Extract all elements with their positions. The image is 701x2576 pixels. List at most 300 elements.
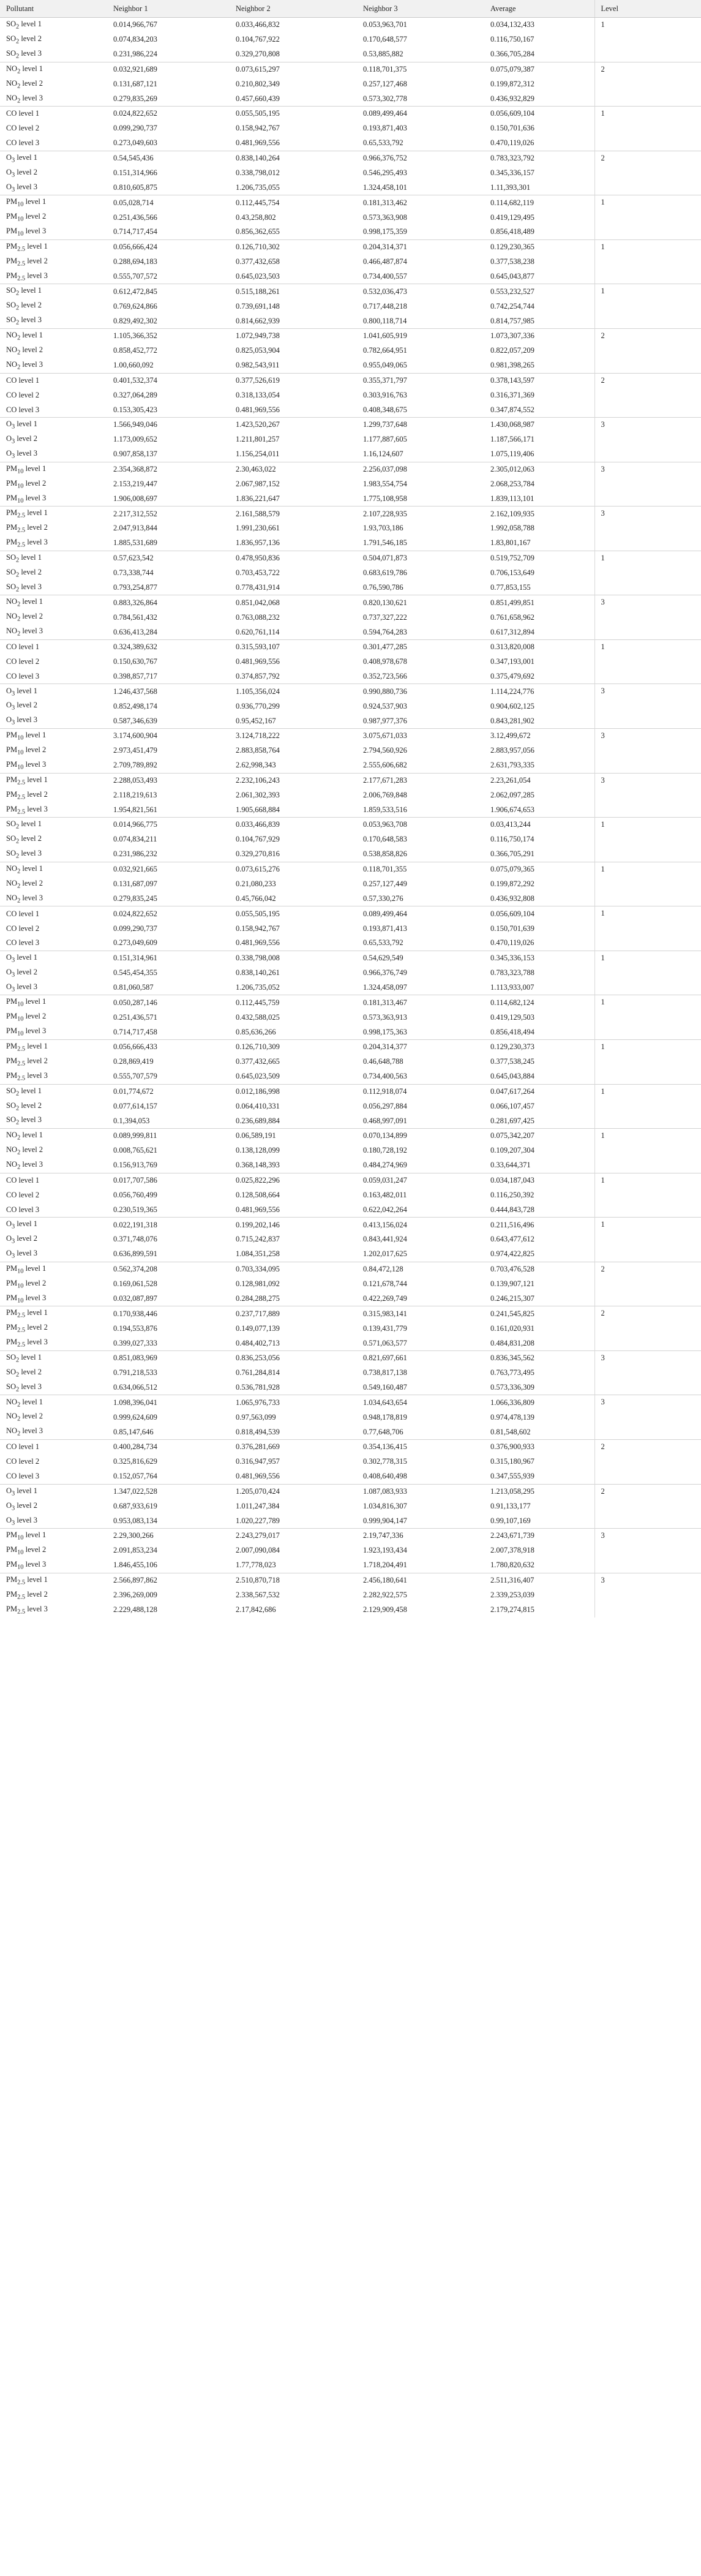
cell-neighbor-1: 0.024,822,652 [107,906,230,921]
pollutant-subscript: 2 [15,1119,20,1126]
pollutant-name: PM [6,1323,18,1332]
cell-average: 0.843,281,902 [490,716,534,725]
pollutant-name: PM [6,1308,18,1317]
pollutant-subscript: 2 [15,1090,20,1098]
pollutant-name: PM [6,1056,18,1065]
pollutant-subscript: 2.5 [17,1075,26,1082]
cell-neighbor-2: 0.481,969,556 [236,405,280,414]
cell-neighbor-3: 0.573,363,913 [363,1012,407,1022]
cell-neighbor-1: 0.999,624,609 [113,1412,157,1422]
cell-average: 0.056,609,104 [484,107,594,121]
cell-neighbor-3: 0.484,274,969 [363,1161,407,1170]
pollutant-name: NO [6,1131,18,1140]
pollutant-name: NO [6,893,18,902]
cell-neighbor-3: 1.087,083,933 [357,1484,484,1499]
cell-neighbor-1: 0.636,413,284 [113,627,157,636]
cell-average: 1.066,336,809 [484,1395,594,1410]
pollutant-subscript: 2 [15,571,20,579]
pollutant-level-suffix: level 1 [19,552,42,562]
cell-pollutant [0,1529,107,1543]
cell-pollutant [0,418,107,432]
pollutant-subscript: 10 [17,1282,24,1290]
cell-average: 2.511,316,407 [484,1573,594,1587]
cell-neighbor-2: 1.991,230,661 [236,524,280,533]
cell-level: 1 [594,639,701,684]
cell-average: 0.617,312,894 [490,627,534,636]
cell-pollutant [0,906,107,921]
cell-pollutant [0,1276,107,1291]
cell-average: 2.631,793,335 [490,761,534,770]
cell-average: 0.315,180,967 [490,1457,534,1466]
cell-neighbor-3: 0.302,778,315 [363,1457,407,1466]
cell-neighbor-3: 0.355,371,797 [357,373,484,388]
pollutant-level-suffix: level 1 [20,597,43,606]
cell-neighbor-1: 0.57,623,542 [107,551,230,565]
cell-neighbor-1: 0.152,057,764 [113,1472,157,1481]
pollutant-name: O [6,701,12,710]
pollutant-level-suffix: level 1 [19,20,42,29]
pollutant-name: PM [6,1012,18,1021]
cell-level: 3 [594,462,701,507]
cell-neighbor-3: 1.16,124,607 [363,450,403,459]
cell-level: 1 [594,1084,701,1129]
cell-average: 0.436,932,808 [490,894,534,903]
cell-average: 1.187,566,171 [490,435,534,444]
cell-pollutant [0,1425,107,1439]
cell-average: 0.366,705,284 [490,50,534,59]
pollutant-name: NO [6,864,18,873]
cell-level: 3 [594,773,701,818]
cell-pollutant [0,1247,107,1262]
pollutant-level-suffix: level 1 [23,464,47,473]
cell-neighbor-3: 0.352,723,566 [363,672,407,681]
cell-neighbor-1: 0.231,986,232 [113,849,157,859]
pollutant-name: SO [6,20,16,29]
cell-neighbor-2: 0.856,362,655 [236,227,280,236]
cell-level: 2 [594,1440,701,1485]
cell-pollutant [0,47,107,62]
cell-pollutant [0,995,107,1010]
cell-average: 0.377,538,245 [490,1057,534,1066]
pollutant-subscript: 2 [15,1357,20,1364]
cell-neighbor-1: 0.851,083,969 [107,1350,230,1365]
cell-average: 0.075,079,387 [484,62,594,77]
cell-pollutant [0,328,107,343]
cell-pollutant [0,1039,107,1054]
cell-neighbor-2: 0.739,691,148 [236,301,280,311]
cell-average: 0.761,658,962 [490,612,534,622]
cell-pollutant [0,1069,107,1084]
cell-average: 0.470,119,026 [490,938,534,947]
cell-neighbor-2: 0.478,950,836 [230,551,357,565]
cell-neighbor-3: 0.53,885,882 [363,50,403,59]
cell-neighbor-1: 0.324,389,632 [107,639,230,654]
cell-average: 0.974,478,139 [490,1412,534,1422]
pollutant-level-suffix: level 3 [20,627,43,636]
cell-average: 0.703,476,528 [484,1262,594,1276]
pollutant-subscript: 2 [17,1149,21,1156]
pollutant-level-suffix: level 1 [20,64,43,73]
pollutant-name: O [6,1249,12,1258]
cell-neighbor-2: 0.457,660,439 [236,94,280,103]
cell-average: 0.470,119,026 [490,138,534,148]
pollutant-subscript: 2 [17,630,21,638]
pollutant-level-suffix: level 1 [20,864,43,873]
cell-neighbor-2: 0.45,766,042 [236,894,276,903]
pollutant-name: NO [6,93,18,102]
cell-neighbor-3: 2.794,560,926 [363,746,407,755]
pollutant-level-suffix: level 3 [15,1515,38,1524]
cell-neighbor-1: 0.251,436,571 [113,1012,157,1022]
cell-neighbor-3: 0.84,472,128 [357,1262,484,1276]
cell-neighbor-3: 0.734,400,563 [363,1072,407,1081]
pollutant-name: CO level 2 [6,657,40,666]
cell-pollutant [0,225,107,239]
cell-neighbor-2: 0.620,761,114 [236,627,280,636]
pollutant-subscript: 2 [17,83,21,90]
cell-neighbor-3: 0.070,134,899 [357,1129,484,1143]
header-neighbor-2: Neighbor 2 [230,0,357,18]
cell-average: 0.066,107,457 [490,1101,534,1110]
cell-average: 0.643,477,612 [490,1235,534,1244]
cell-neighbor-1: 1.105,366,352 [107,328,230,343]
pollutant-level-suffix: level 1 [23,731,47,740]
cell-pollutant [0,210,107,225]
cell-average: 0.345,336,157 [490,168,534,177]
cell-neighbor-2: 0.126,710,309 [230,1039,357,1054]
cell-neighbor-1: 3.174,600,904 [107,729,230,744]
cell-neighbor-1: 0.151,314,966 [113,168,157,177]
cell-neighbor-1: 0.545,454,355 [113,968,157,977]
pollutant-level-suffix: level 2 [19,1367,42,1376]
cell-average: 0.377,538,238 [490,257,534,266]
table-row [0,684,701,699]
pollutant-level-suffix: level 3 [15,182,38,191]
pollutant-name: SO [6,301,16,310]
cell-neighbor-3: 0.204,314,377 [357,1039,484,1054]
pollutant-level-suffix: level 1 [25,508,48,518]
cell-pollutant [0,1129,107,1143]
pollutant-level-suffix: level 1 [19,819,42,829]
pollutant-subscript: 2 [17,1164,21,1171]
pollutant-name: PM [6,1293,18,1302]
cell-neighbor-2: 0.064,410,331 [236,1101,280,1110]
pollutant-level-suffix: level 2 [23,745,47,755]
cell-pollutant [0,165,107,180]
cell-neighbor-3: 0.683,619,786 [363,568,407,578]
cell-pollutant [0,344,107,358]
cell-neighbor-2: 0.315,593,107 [230,639,357,654]
cell-neighbor-3: 0.170,648,583 [363,835,407,844]
cell-average: 0.444,843,728 [490,1205,534,1214]
cell-average: 1.11,393,301 [490,183,531,192]
cell-average: 0.075,342,207 [484,1129,594,1143]
cell-neighbor-3: 0.57,330,276 [363,894,403,903]
pollutant-level-suffix: level 1 [15,153,38,162]
cell-neighbor-3: 0.573,363,908 [363,213,407,222]
cell-neighbor-3: 0.990,880,736 [357,684,484,699]
table-row [0,1039,701,1054]
pollutant-name: CO level 2 [6,124,40,133]
cell-neighbor-2: 1.211,801,257 [236,435,280,444]
table-row [0,107,701,121]
cell-neighbor-2: 0.06,589,191 [230,1129,357,1143]
pollutant-name: CO level 1 [6,642,40,652]
pollutant-level-suffix: level 3 [23,493,47,502]
cell-neighbor-1: 0.371,748,076 [113,1235,157,1244]
cell-neighbor-3: 0.089,499,464 [357,906,484,921]
cell-neighbor-1: 2.047,913,844 [113,524,157,533]
pollutant-level-suffix: level 2 [25,523,48,532]
cell-neighbor-2: 1.156,254,011 [236,450,280,459]
cell-neighbor-2: 0.936,770,299 [236,701,280,710]
cell-neighbor-2: 0.432,588,025 [236,1012,280,1022]
cell-pollutant [0,151,107,165]
cell-neighbor-1: 0.089,999,811 [107,1129,230,1143]
cell-pollutant [0,62,107,77]
cell-pollutant [0,1218,107,1232]
pollutant-level-suffix: level 3 [19,582,42,591]
cell-average: 0.109,207,304 [490,1146,534,1155]
cell-pollutant [0,373,107,388]
cell-neighbor-2: 0.481,969,556 [236,938,280,947]
cell-neighbor-2: 0.033,466,832 [230,18,357,32]
pollutant-subscript: 2.5 [17,1060,26,1068]
cell-neighbor-2: 0.715,242,837 [236,1235,280,1244]
pollutant-name: PM [6,271,18,280]
cell-neighbor-3: 0.301,477,285 [357,639,484,654]
cell-average: 0.114,682,119 [484,195,594,210]
cell-neighbor-1: 2.217,312,552 [107,507,230,521]
cell-neighbor-2: 0.329,270,816 [236,849,280,859]
cell-neighbor-1: 0.194,553,876 [113,1324,157,1333]
cell-neighbor-1: 0.398,857,717 [113,672,157,681]
cell-neighbor-3: 1.202,017,625 [363,1249,407,1259]
header-level: Level [594,0,701,18]
pollutant-name: NO [6,1397,18,1406]
cell-pollutant [0,447,107,462]
pollutant-level-suffix: level 1 [25,775,48,784]
cell-level: 1 [594,239,701,284]
pollutant-name: O [6,1219,12,1229]
cell-average: 0.33,644,371 [490,1161,531,1170]
cell-level: 1 [594,818,701,862]
pollutant-name: PM [6,1278,18,1287]
cell-average: 0.419,129,503 [490,1012,534,1022]
cell-neighbor-1: 0.056,760,499 [113,1190,157,1199]
pollutant-subscript: 10 [17,216,24,223]
pollutant-level-suffix: level 2 [20,1412,43,1421]
pollutant-name: O [6,1515,12,1524]
cell-neighbor-2: 0.128,508,664 [236,1190,280,1199]
cell-neighbor-3: 0.65,533,792 [363,938,403,947]
table-row [0,639,701,654]
cell-neighbor-3: 0.193,871,403 [363,124,407,133]
cell-neighbor-2: 0.982,543,911 [236,361,280,370]
pollutant-subscript: 2 [15,53,20,60]
pollutant-subscript: 2 [17,1401,21,1409]
cell-neighbor-3: 0.532,036,473 [357,284,484,299]
cell-average: 1.114,224,776 [484,684,594,699]
cell-neighbor-1: 0.791,218,533 [113,1368,157,1377]
cell-average: 0.99,107,169 [490,1516,531,1525]
cell-neighbor-1: 0.401,532,374 [107,373,230,388]
table-row [0,18,701,32]
pollutant-level-suffix: level 1 [19,1086,42,1095]
cell-pollutant [0,1292,107,1306]
cell-level: 3 [594,595,701,640]
cell-neighbor-1: 2.091,853,234 [113,1546,157,1555]
pollutant-level-suffix: level 3 [15,715,38,725]
cell-neighbor-1: 0.131,687,121 [113,79,157,88]
cell-neighbor-2: 0.149,077,139 [236,1324,280,1333]
cell-neighbor-2: 1.072,949,738 [230,328,357,343]
cell-neighbor-3: 0.717,448,218 [363,301,407,311]
cell-neighbor-1: 0.587,346,639 [113,716,157,725]
pollutant-subscript: 10 [17,230,24,238]
cell-neighbor-3: 0.843,441,924 [363,1235,407,1244]
cell-average: 2.179,274,815 [490,1605,534,1614]
cell-neighbor-2: 0.703,453,722 [236,568,280,578]
cell-neighbor-3: 0.112,918,074 [357,1084,484,1099]
cell-neighbor-3: 0.738,817,138 [363,1368,407,1377]
pollutant-level-suffix: level 3 [25,1071,48,1080]
pollutant-level-suffix: level 1 [23,1264,47,1273]
cell-neighbor-1: 0.273,049,609 [113,938,157,947]
cell-neighbor-2: 0.21,080,233 [236,879,276,888]
pollutant-name: O [6,449,12,458]
pollutant-name: PM [6,731,18,740]
pollutant-subscript: 2.5 [17,512,26,519]
cell-average: 1.213,058,295 [484,1484,594,1499]
pollutant-name: NO [6,360,18,369]
cell-neighbor-1: 0.555,707,572 [113,272,157,281]
cell-neighbor-1: 0.325,816,629 [113,1457,157,1466]
table-row [0,418,701,432]
cell-neighbor-2: 0.376,281,669 [230,1440,357,1455]
cell-neighbor-1: 1.00,660,092 [113,361,154,370]
cell-neighbor-2: 0.073,615,276 [230,862,357,876]
pollutant-level-suffix: level 3 [20,1426,43,1436]
cell-pollutant [0,1587,107,1602]
cell-pollutant [0,269,107,284]
table-row [0,1084,701,1099]
cell-neighbor-2: 0.138,128,099 [236,1146,280,1155]
cell-neighbor-3: 0.466,487,874 [363,257,407,266]
cell-pollutant [0,492,107,507]
cell-average: 0.836,345,562 [484,1350,594,1365]
pollutant-name: O [6,1501,12,1510]
pollutant-subscript: 10 [17,468,24,475]
pollutant-level-suffix: level 3 [15,1249,38,1258]
cell-neighbor-3: 0.181,313,467 [357,995,484,1010]
pollutant-level-suffix: level 2 [15,967,38,976]
cell-neighbor-3: 0.303,916,763 [363,390,407,399]
cell-pollutant [0,876,107,891]
cell-level: 1 [594,951,701,995]
pollutant-name: SO [6,849,16,858]
pollutant-name: PM [6,1264,18,1273]
cell-neighbor-3: 3.075,671,033 [357,729,484,744]
pollutant-level-suffix: level 2 [19,834,42,843]
cell-neighbor-1: 0.883,326,864 [107,595,230,610]
cell-neighbor-1: 0.858,452,772 [113,346,157,355]
cell-pollutant [0,1143,107,1158]
cell-neighbor-3: 0.121,678,744 [363,1279,407,1289]
cell-neighbor-1: 0.099,290,737 [113,924,157,933]
cell-neighbor-3: 2.256,037,098 [357,462,484,476]
cell-pollutant [0,1543,107,1558]
cell-average: 0.742,254,744 [490,301,534,311]
cell-pollutant [0,32,107,47]
cell-neighbor-1: 0.714,717,458 [113,1027,157,1036]
pollutant-level-suffix: level 1 [15,1486,38,1495]
cell-neighbor-3: 0.571,063,577 [363,1338,407,1347]
cell-neighbor-1: 0.1,394,053 [113,1116,150,1125]
cell-neighbor-1: 2.118,219,613 [113,790,157,799]
pollutant-name: SO [6,552,16,562]
cell-neighbor-2: 0.128,981,092 [236,1279,280,1289]
table-row [0,551,701,565]
cell-neighbor-3: 1.324,458,097 [363,983,407,992]
cell-neighbor-1: 0.953,083,134 [113,1516,157,1525]
pollutant-name: CO level 3 [6,1472,40,1481]
pollutant-subscript: 2 [15,853,20,860]
cell-pollutant [0,1010,107,1025]
cell-level: 1 [594,284,701,329]
cell-pollutant [0,358,107,373]
pollutant-name: PM [6,1589,18,1599]
cell-neighbor-1: 0.131,687,097 [113,879,157,888]
cell-neighbor-2: 0.484,402,713 [236,1338,280,1347]
cell-neighbor-2: 0.012,186,998 [230,1084,357,1099]
cell-level: 3 [594,729,701,774]
cell-level: 2 [594,328,701,373]
pollutant-subscript: 3 [12,986,15,993]
cell-neighbor-3: 0.65,533,792 [363,138,403,148]
pollutant-name: O [6,434,12,443]
table-row [0,1218,701,1232]
header-pollutant: Pollutant [0,0,107,18]
cell-pollutant [0,299,107,314]
pollutant-name: SO [6,1367,16,1376]
cell-neighbor-1: 1.566,949,046 [107,418,230,432]
pollutant-name: PM [6,523,18,532]
pollutant-name: PM [6,1575,18,1584]
cell-neighbor-2: 0.838,140,261 [236,968,280,977]
pollutant-subscript: 2.5 [17,794,26,801]
cell-pollutant [0,1232,107,1247]
pollutant-subscript: 10 [17,764,24,771]
pollutant-subscript: 2 [15,290,20,297]
cell-pollutant [0,802,107,817]
pollutant-subscript: 2.5 [17,779,26,786]
cell-neighbor-2: 1.205,070,424 [230,1484,357,1499]
cell-neighbor-3: 1.177,887,605 [363,435,407,444]
pollutant-name: PM [6,493,18,502]
cell-neighbor-1: 2.29,300,266 [107,1529,230,1543]
cell-neighbor-2: 0.838,140,264 [230,151,357,165]
pollutant-level-suffix: level 2 [19,301,42,310]
pollutant-level-suffix: level 2 [23,1278,47,1287]
pollutant-level-suffix: level 1 [20,331,43,340]
pollutant-name: NO [6,878,18,887]
pollutant-name: NO [6,78,18,88]
pollutant-subscript: 2 [17,97,21,105]
cell-neighbor-1: 0.056,666,424 [107,239,230,254]
pollutant-subscript: 2 [15,823,20,830]
cell-pollutant [0,536,107,551]
